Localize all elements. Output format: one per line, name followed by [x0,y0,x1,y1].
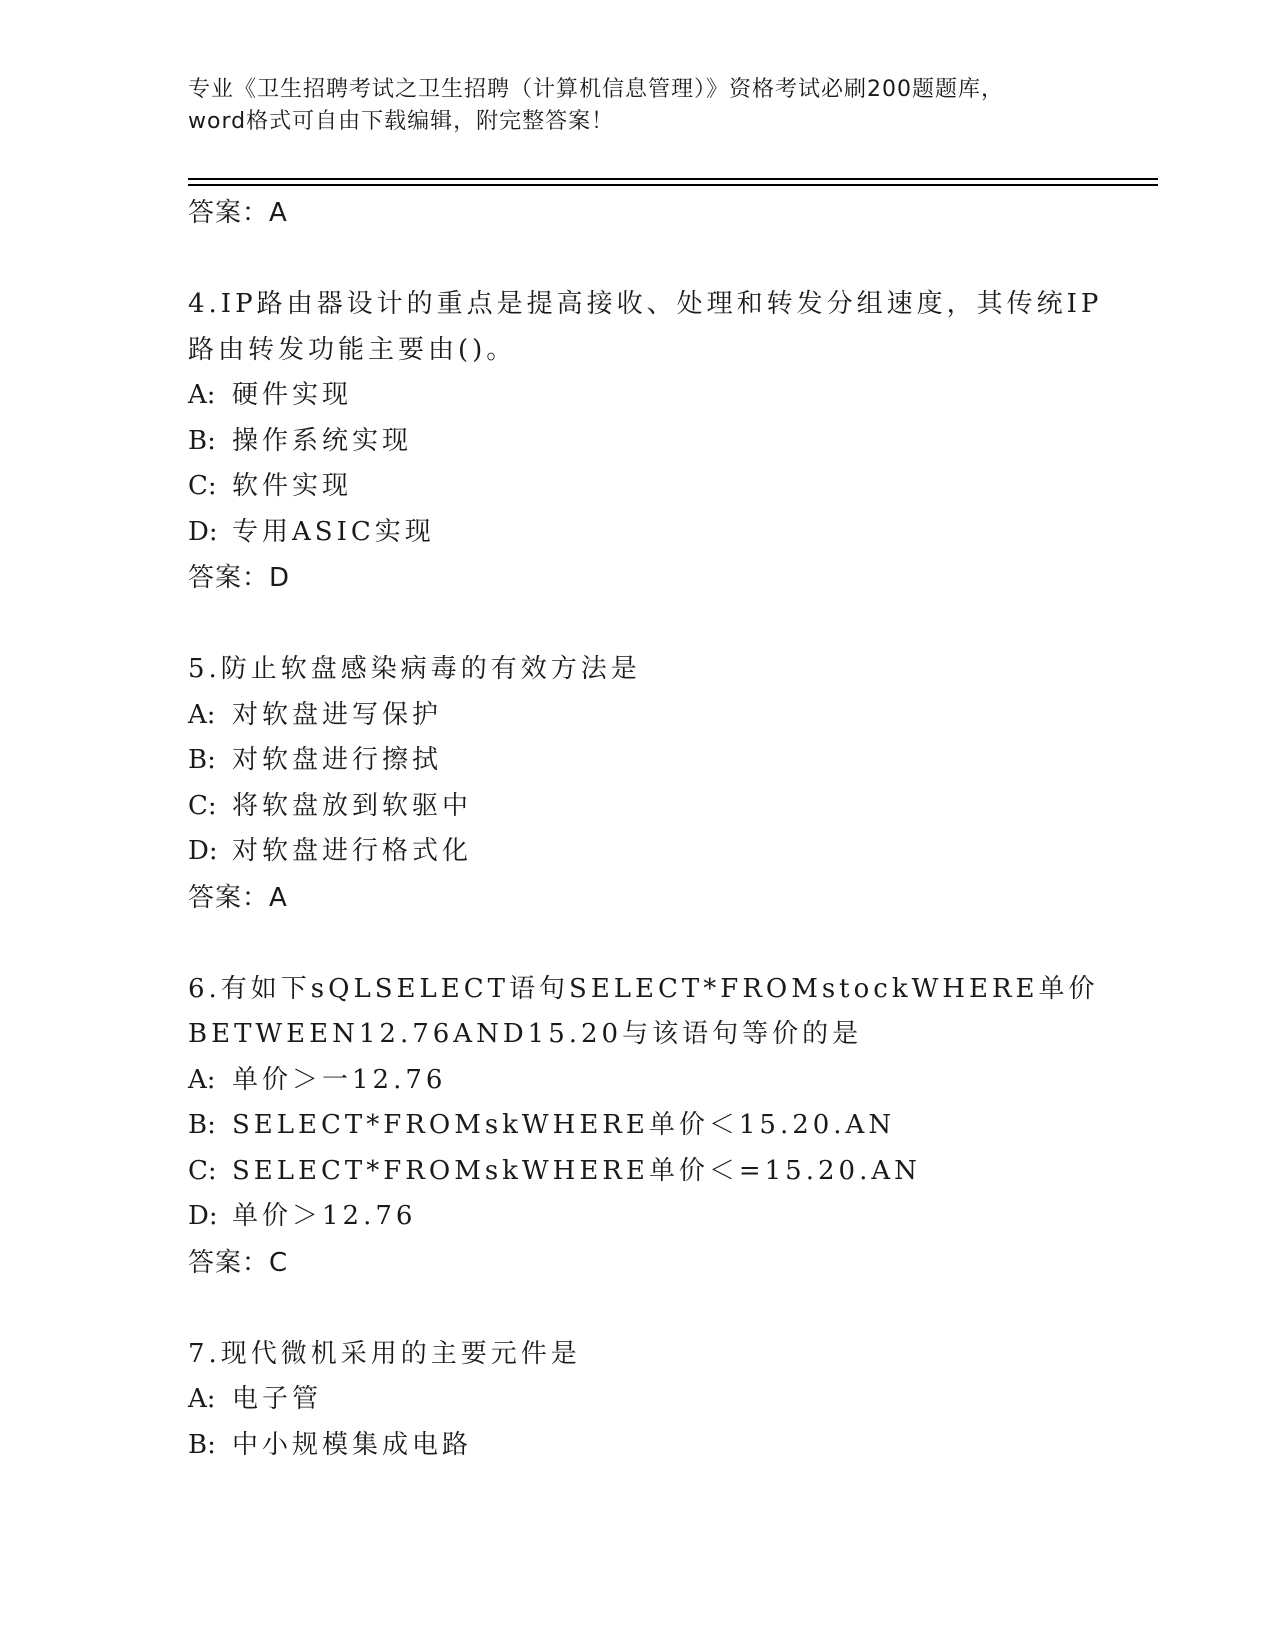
question-stem: 4.IP路由器设计的重点是提高接收、处理和转发分组速度，其传统IP [188,289,1103,319]
option-letter: C: [188,1155,217,1186]
question-list [188,190,1148,1468]
option-a [188,373,1148,419]
option-text: 单价＞一12.76 [232,1064,447,1095]
option-letter: D: [188,1201,218,1231]
option-letter: D: [188,836,218,866]
option-text: 对软盘进行格式化 [232,836,473,866]
option-text: 专用ASIC实现 [232,516,435,547]
option-letter: B: [188,425,216,456]
option-c [188,1149,1148,1195]
option-b [188,738,1148,784]
answer-line: 答案：C [188,1247,289,1278]
option-text: SELECT*FROMskWHERE单价＜15.20.AN [232,1110,896,1140]
option-a [188,693,1148,739]
option-d [188,510,1148,556]
option-text: SELECT*FROMskWHERE单价＜=15.20.AN [232,1155,921,1186]
answer-line: 答案：A [188,882,288,913]
option-letter: C: [188,471,217,501]
option-letter: C: [188,790,217,821]
option-text: 操作系统实现 [232,425,413,456]
option-text: 中小规模集成电路 [232,1429,473,1460]
question-block [188,282,1148,647]
option-letter: B: [188,1429,216,1460]
question-stem-continued: 路由转发功能主要由()。 [188,334,517,365]
option-c [188,464,1148,510]
header-line-1: 专业《卫生招聘考试之卫生招聘（计算机信息管理）》资格考试必刷200题题库， [188,77,1004,102]
header-divider-top [188,178,1158,180]
option-text: 硬件实现 [232,380,353,410]
option-d [188,1194,1148,1240]
option-c [188,784,1148,830]
option-letter: A: [188,1064,216,1095]
option-text: 将软盘放到软驱中 [232,790,473,821]
option-letter: A: [188,699,216,730]
option-letter: A: [188,380,216,410]
option-text: 单价＞12.76 [232,1201,417,1231]
header-divider-bottom [188,184,1158,186]
question-stem: 6.有如下sQLSELECT语句SELECT*FROMstockWHERE单价 [188,973,1099,1004]
option-a [188,1058,1148,1104]
option-letter: B: [188,1110,216,1140]
answer-line: 答案：A [188,198,288,228]
answer-line: 答案：D [188,563,291,593]
question-block [188,647,1148,967]
question-block [188,967,1148,1332]
document-header [188,74,1088,138]
question-stem: 5.防止软盘感染病毒的有效方法是 [188,654,641,684]
option-text: 软件实现 [232,471,353,501]
option-b [188,419,1148,465]
question-stem-continued: BETWEEN12.76AND15.20与该语句等价的是 [188,1019,863,1049]
option-a [188,1377,1148,1423]
option-letter: A: [188,1384,216,1414]
option-letter: D: [188,516,218,547]
option-text: 对软盘进写保护 [232,699,443,730]
header-line-2: word格式可自由下载编辑，附完整答案！ [188,109,615,134]
question-block [188,1332,1148,1469]
option-d [188,829,1148,875]
option-b [188,1423,1148,1469]
option-text: 电子管 [232,1384,323,1414]
option-text: 对软盘进行擦拭 [232,745,443,775]
question-stem: 7.现代微机采用的主要元件是 [188,1338,581,1369]
option-b [188,1103,1148,1149]
option-letter: B: [188,745,216,775]
